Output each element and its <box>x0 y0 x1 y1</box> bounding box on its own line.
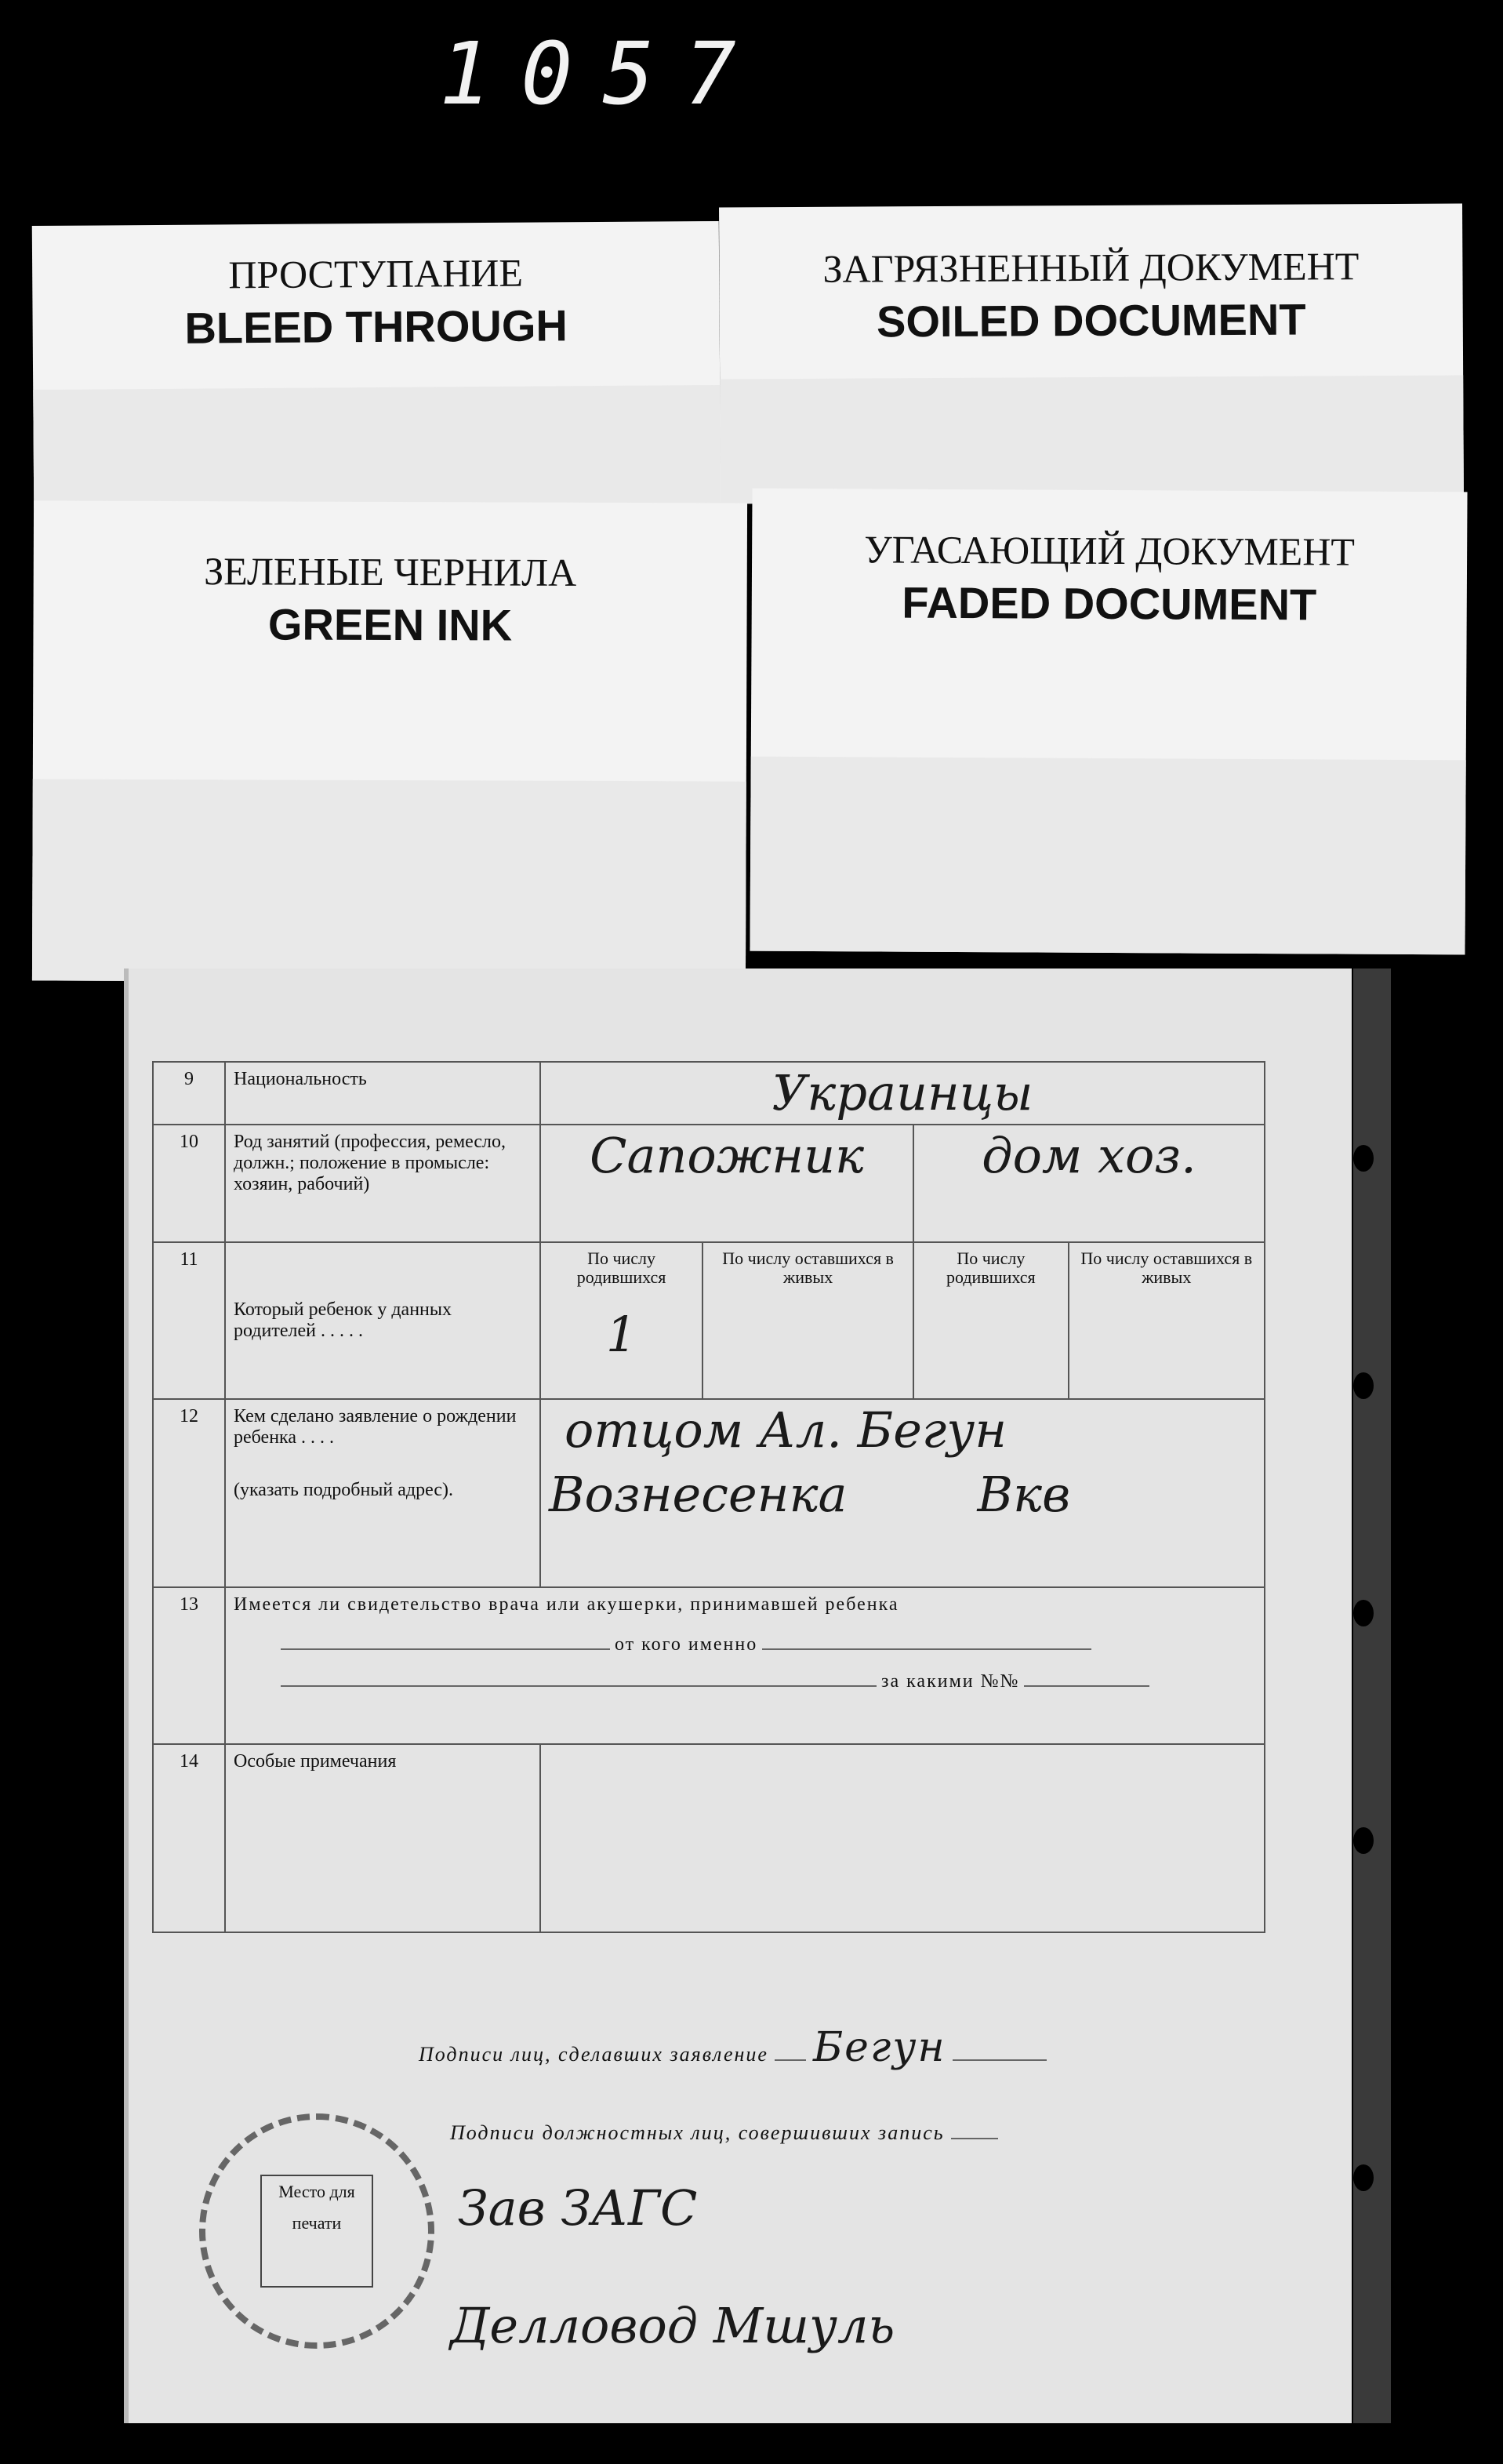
row-sublabel: (указать подробный адрес). <box>234 1480 454 1500</box>
officials-label: Подписи должностных лиц, совершивших запись <box>450 2121 945 2144</box>
card-label-ru: ПРОСТУПАНИЕ <box>228 250 524 297</box>
card-label-ru: ЗАГРЯЗНЕННЫЙ ДОКУМЕНТ <box>822 244 1360 291</box>
column-header: По числу оставшихся в живых <box>1080 1248 1253 1288</box>
column-header: По числу родившихся <box>946 1248 1036 1288</box>
frame-number: 1057 <box>439 24 766 124</box>
row-label: Кем сделано заявление о рождении ребенка . . . . <box>234 1406 517 1448</box>
from-whom-label: от кого именно <box>615 1634 758 1655</box>
green-ink-card <box>32 500 747 983</box>
handwritten-occupation-father: Сапожник <box>590 1127 865 1184</box>
card-label-en: FADED DOCUMENT <box>902 577 1317 630</box>
handwritten-nationality: Украинцы <box>771 1064 1033 1121</box>
card-label-ru: УГАСАЮЩИЙ ДОКУМЕНТ <box>864 527 1356 574</box>
bleed-through-card <box>32 221 721 508</box>
card-label-en: SOILED DOCUMENT <box>876 294 1306 347</box>
official-signature-clerk: Делловод Мшуль <box>450 2297 895 2354</box>
handwritten-address-note: Вкв <box>977 1466 1071 1523</box>
punch-hole <box>1353 1827 1374 1854</box>
birth-record-form <box>124 969 1352 2423</box>
handwritten-child-order: 1 <box>605 1306 637 1364</box>
row-number: 14 <box>153 1744 225 1932</box>
card-label-ru: ЗЕЛЕНЫЕ ЧЕРНИЛА <box>204 549 577 594</box>
official-signature-head: Зав ЗАГС <box>458 2179 698 2237</box>
row-number: 11 <box>153 1242 225 1399</box>
column-header: По числу оставшихся в живых <box>722 1248 894 1288</box>
numbers-label: за какими №№ <box>881 1671 1020 1692</box>
punch-hole <box>1353 1600 1374 1626</box>
row-child-order <box>153 1242 1265 1399</box>
applicants-label: Подписи лиц, сделавших заявление <box>419 2043 768 2066</box>
punch-hole <box>1353 1145 1374 1172</box>
page-edge <box>1353 969 1391 2423</box>
stamp-label: печати <box>292 2213 342 2233</box>
row-certificate <box>153 1587 1265 1744</box>
certificate-question: Имеется ли свидетельство врача или акушерки, принимавшей ребенка <box>234 1594 899 1615</box>
row-number: 13 <box>153 1587 225 1744</box>
punch-hole <box>1353 1372 1374 1399</box>
row-nationality <box>153 1062 1265 1125</box>
stamp-place-box <box>260 2175 373 2288</box>
row-label: Который ребенок у данных родителей . . . . . <box>225 1242 540 1399</box>
row-declarant <box>153 1399 1265 1587</box>
row-number: 9 <box>153 1062 225 1125</box>
row-remarks <box>153 1744 1265 1932</box>
signature-block <box>152 2004 1265 2396</box>
row-number: 10 <box>153 1125 225 1242</box>
row-occupation <box>153 1125 1265 1242</box>
card-label-en: BLEED THROUGH <box>184 300 568 353</box>
card-label-en: GREEN INK <box>267 599 513 650</box>
row-label: Особые примечания <box>225 1744 540 1932</box>
soiled-document-card <box>719 204 1464 504</box>
form-table <box>152 1061 1265 1933</box>
applicant-signature: Бегун <box>812 2024 946 2071</box>
stamp-label: Место для <box>278 2182 355 2201</box>
row-label: Национальность <box>225 1062 540 1125</box>
row-number: 12 <box>153 1399 225 1587</box>
handwritten-address: Вознесенка <box>549 1466 848 1523</box>
faded-document-card <box>750 489 1467 955</box>
handwritten-occupation-mother: дом хоз. <box>982 1127 1196 1184</box>
punch-hole <box>1353 2164 1374 2191</box>
row-label: Род занятий (профессия, ремесло, должн.; положение в промысле: хозяин, рабочий) <box>225 1125 540 1242</box>
column-header: По числу родившихся <box>576 1248 666 1288</box>
official-stamp <box>199 2113 434 2349</box>
handwritten-declarant: отцом Ал. Бегун <box>565 1401 1007 1459</box>
